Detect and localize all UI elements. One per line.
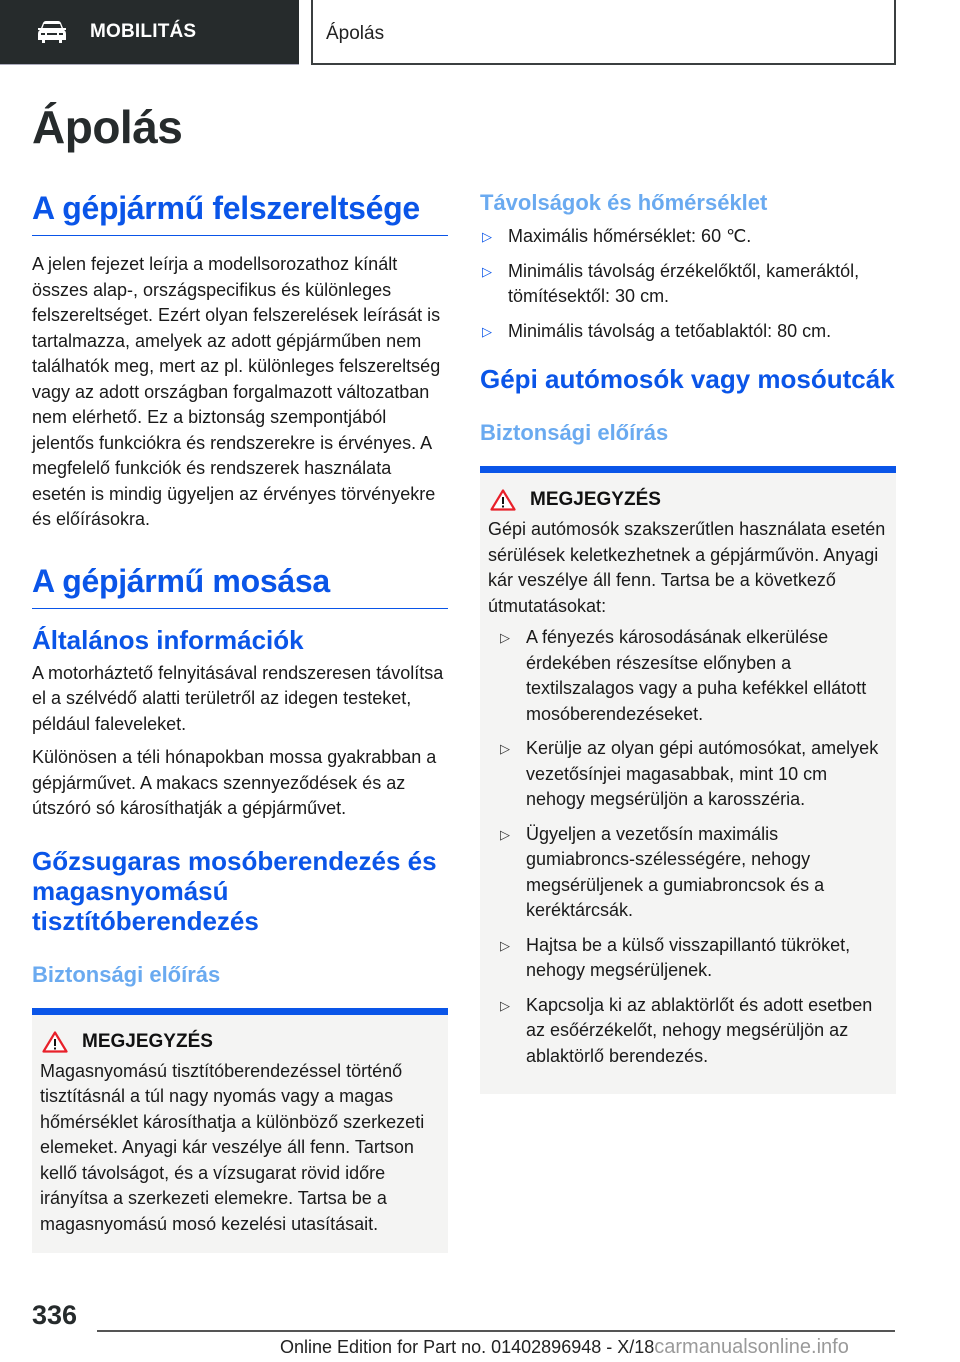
list-item: ▷ Maximális hőmérséklet: 60 ℃.	[480, 224, 896, 250]
equipment-heading: A gépjármű felszereltsége	[32, 190, 448, 236]
list-item: ▷ Hajtsa be a külső visszapillantó tükröket, nehogy megsérüljenek.	[500, 934, 851, 980]
bullet-triangle-icon: ▷	[500, 937, 510, 953]
list-item: ▷ Kerülje az olyan gépi autómosókat, amelyek vezetősínjei magasabbak, mint 10 cm nehogy megsérüljön a karosszéria.	[500, 738, 879, 809]
bullet-triangle-icon: ▷	[500, 741, 510, 756]
general-info-paragraph-2: Különösen a téli hónapokban mossa gyakrabban a gépjárművet. A makacs szennyeződések és az útszóró só károsíthatják a gépjárművet.	[32, 747, 437, 818]
warning-note-left	[32, 1008, 448, 1254]
safety-heading-left: Biztonsági előírás	[32, 961, 221, 987]
list-item: ▷ Kapcsolja ki az ablaktörlőt és adott esetben az esőérzékelőt, nehogy megsérüljön az ablaktörlő berendezés.	[500, 994, 873, 1066]
right-column	[480, 190, 896, 1094]
note-title: MEGJEGYZÉS	[82, 1030, 213, 1052]
bullet-triangle-icon: ▷	[482, 323, 492, 339]
bullet-triangle-icon: ▷	[500, 630, 510, 645]
note-text: Magasnyomású tisztítóberendezéssel történő tisztításnál a túl nagy nyomás vagy a magas hőmérséklet károsíthatja a különböző szerkezeti elemeket. Anyagi kár veszélye áll fenn. Tartson kellő távolságot, és a vízsugarat rövid időre irányítsa a szerkezeti elemekre. Tartsa be a magasnyomású mosó kezelési utasításait.	[40, 1060, 425, 1234]
carwash-heading: Gépi autómosók vagy mosóutcák	[480, 364, 895, 394]
breadcrumb-label: Ápolás	[326, 22, 385, 44]
page-title: Ápolás	[32, 101, 183, 153]
footer-edition	[280, 1336, 849, 1359]
warning-triangle-icon	[490, 489, 516, 511]
equipment-text: A jelen fejezet leírja a modellsorozathoz kínált összes alap-, országspecifikus és különleges felszereltséget. Ezért olyan felszerelések leírását is tartalmazza, amelyek az adott gépjárműben nem találhatók meg, mert az pl. különleges felszereltség vagy az adott országban forgalmazott változatban nem elérhető. Ez a biztonság szempontjából jelentős funkciókra és rendszerekre is érvényes. A megfelelő funkciók és rendszerek használata esetén is mindig ügyeljen az érvényes törvényekre és előírásokra.	[32, 254, 441, 529]
section-label: MOBILITÁS	[90, 21, 197, 42]
distances-heading: Távolságok és hőmérséklet	[480, 190, 768, 215]
breadcrumb	[311, 0, 896, 65]
general-info-paragraph-1: A motorháztető felnyitásával rendszeresen távolítsa el a szélvédő alatti területről az idegen testeket, például faleveleket.	[32, 662, 444, 734]
note-text: Gépi autómosók szakszerűtlen használata esetén sérülések keletkezhetnek a gépjárművön. Anyagi kár veszélye áll fenn. Tartsa be a következő útmutatásokat:	[488, 519, 886, 616]
bullet-triangle-icon: ▷	[482, 263, 492, 279]
bullet-triangle-icon: ▷	[500, 997, 510, 1013]
list-item: ▷ Minimális távolság érzékelőktől, kameráktól, tömítésektől: 30 cm.	[482, 260, 860, 306]
steam-cleaner-heading: Gőzsugaras mosóberendezés és magasnyomású tisztítóberendezés	[32, 845, 437, 936]
list-item: ▷ A fényezés károsodásának elkerülése érdekében részesítse előnyben a textilszalagos vagy a puha kefékkel ellátott mosóberendezéseket.	[500, 627, 867, 724]
note-title: MEGJEGYZÉS	[530, 489, 661, 510]
distances-list	[480, 224, 896, 344]
warning-triangle-icon	[42, 1031, 68, 1053]
section-header	[0, 0, 299, 65]
warning-note-right	[480, 466, 896, 1094]
carwash-instructions-list	[488, 625, 888, 1069]
page-number: 336	[32, 1300, 78, 1330]
edition-text: Online Edition for Part no. 01402896948 - X/18	[280, 1337, 655, 1357]
list-item: ▷ Ügyeljen a vezetősín maximális gumiabroncs-szélességére, nehogy megsérüljenek a gumiabroncsok és a keréktárcsák.	[500, 823, 825, 920]
washing-heading: A gépjármű mosása	[32, 563, 448, 609]
car-icon	[36, 21, 68, 43]
safety-heading-right: Biztonsági előírás	[480, 420, 669, 445]
list-item: ▷ Minimális távolság a tetőablaktól: 80 cm.	[480, 319, 896, 345]
footer-divider	[97, 1330, 895, 1332]
general-info-heading: Általános információk	[32, 624, 304, 655]
bullet-triangle-icon: ▷	[482, 229, 492, 244]
left-column	[32, 190, 448, 1253]
bullet-triangle-icon: ▷	[500, 826, 510, 842]
watermark-link[interactable]: carmanualsonline.info	[654, 1336, 849, 1358]
